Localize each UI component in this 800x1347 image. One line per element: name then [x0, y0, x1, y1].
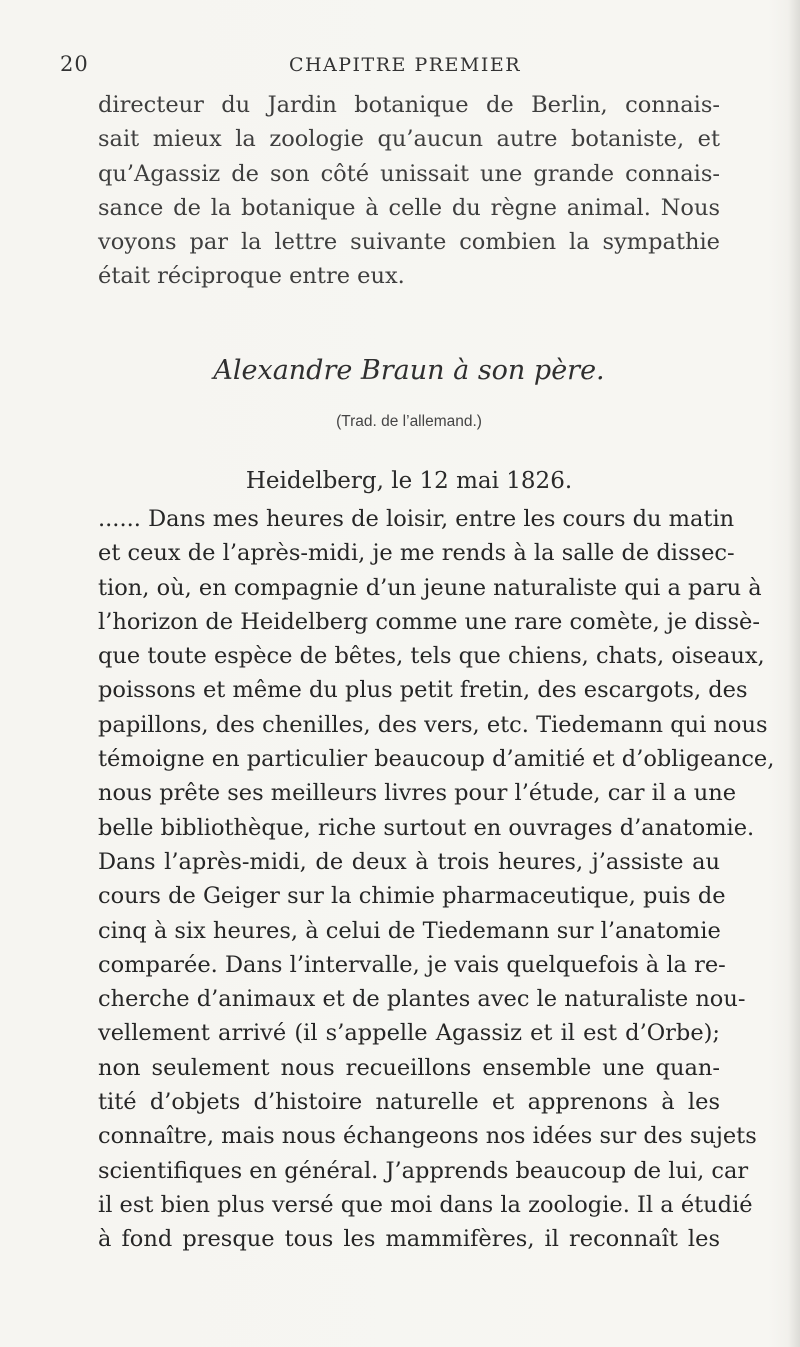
text-line: et ceux de l’après-midi, je me rends à la salle de dissec-	[98, 540, 735, 567]
text-line: tité d’objets d’histoire naturelle et apprenons à les	[98, 1089, 720, 1116]
letter-title: Alexandre Braun à son père.	[213, 355, 605, 386]
text-line: Dans l’après-midi, de deux à trois heures, j’assiste au	[98, 848, 720, 875]
text-line: sance de la botanique à celle du règne animal. Nous	[98, 194, 720, 221]
text-line: nous prête ses meilleurs livres pour l’étude, car il a une	[98, 780, 737, 807]
text-line: voyons par la lettre suivante combien la sympathie	[98, 229, 720, 256]
text-line: il est bien plus versé que moi dans la zoologie. Il a étudié	[98, 1191, 753, 1218]
text-line: scientifiques en général. J’apprends beaucoup de lui, car	[98, 1157, 749, 1184]
page-header	[60, 52, 750, 82]
text-line: poissons et même du plus petit fretin, des escargots, des	[98, 677, 748, 704]
running-head: CHAPITRE PREMIER	[288, 54, 522, 76]
text-line: cherche d’animaux et de plantes avec le naturaliste nou-	[98, 986, 746, 1013]
text-line: non seulement nous recueillons ensemble une quan-	[98, 1054, 720, 1081]
text-line: qu’Agassiz de son côté unissait une grande connais-	[98, 160, 720, 187]
letter-body	[98, 502, 775, 1257]
page-number: 20	[60, 52, 89, 76]
text-line: témoigne en particulier beaucoup d’amitié et d’obligeance,	[98, 746, 775, 773]
text-line: sait mieux la zoologie qu’aucun autre botaniste, et	[98, 126, 720, 153]
text-line: l’horizon de Heidelberg comme une rare comète, je dissè-	[98, 608, 760, 635]
page-edge-shadow	[788, 0, 800, 1347]
text-line: cinq à six heures, à celui de Tiedemann sur l’anatomie	[98, 917, 721, 944]
text-line: belle bibliothèque, riche surtout en ouvrages d’anatomie.	[98, 814, 755, 841]
text-line: comparée. Dans l’intervalle, je vais quelquefois à la re-	[98, 951, 726, 978]
text-line: cours de Geiger sur la chimie pharmaceutique, puis de	[98, 883, 726, 910]
letter-dateline: Heidelberg, le 12 mai 1826.	[245, 468, 573, 494]
text-line: vellement arrivé (il s’appelle Agassiz et il est d’Orbe);	[98, 1020, 720, 1047]
text-line: connaître, mais nous échangeons nos idées sur des sujets	[98, 1123, 757, 1150]
text-line: ...... Dans mes heures de loisir, entre les cours du matin	[98, 506, 735, 532]
text-line: tion, où, en compagnie d’un jeune naturaliste qui a paru à	[98, 574, 762, 601]
text-line: à fond presque tous les mammifères, il reconnaît les	[98, 1226, 720, 1253]
text-line: était réciproque entre eux.	[98, 263, 405, 290]
intro-paragraph	[98, 88, 720, 294]
translation-note: (Trad. de l’allemand.)	[336, 413, 482, 430]
text-line: papillons, des chenilles, des vers, etc. Tiedemann qui nous	[98, 711, 768, 738]
text-line: que toute espèce de bêtes, tels que chiens, chats, oiseaux,	[98, 643, 765, 670]
text-line: directeur du Jardin botanique de Berlin, connais-	[98, 92, 720, 118]
